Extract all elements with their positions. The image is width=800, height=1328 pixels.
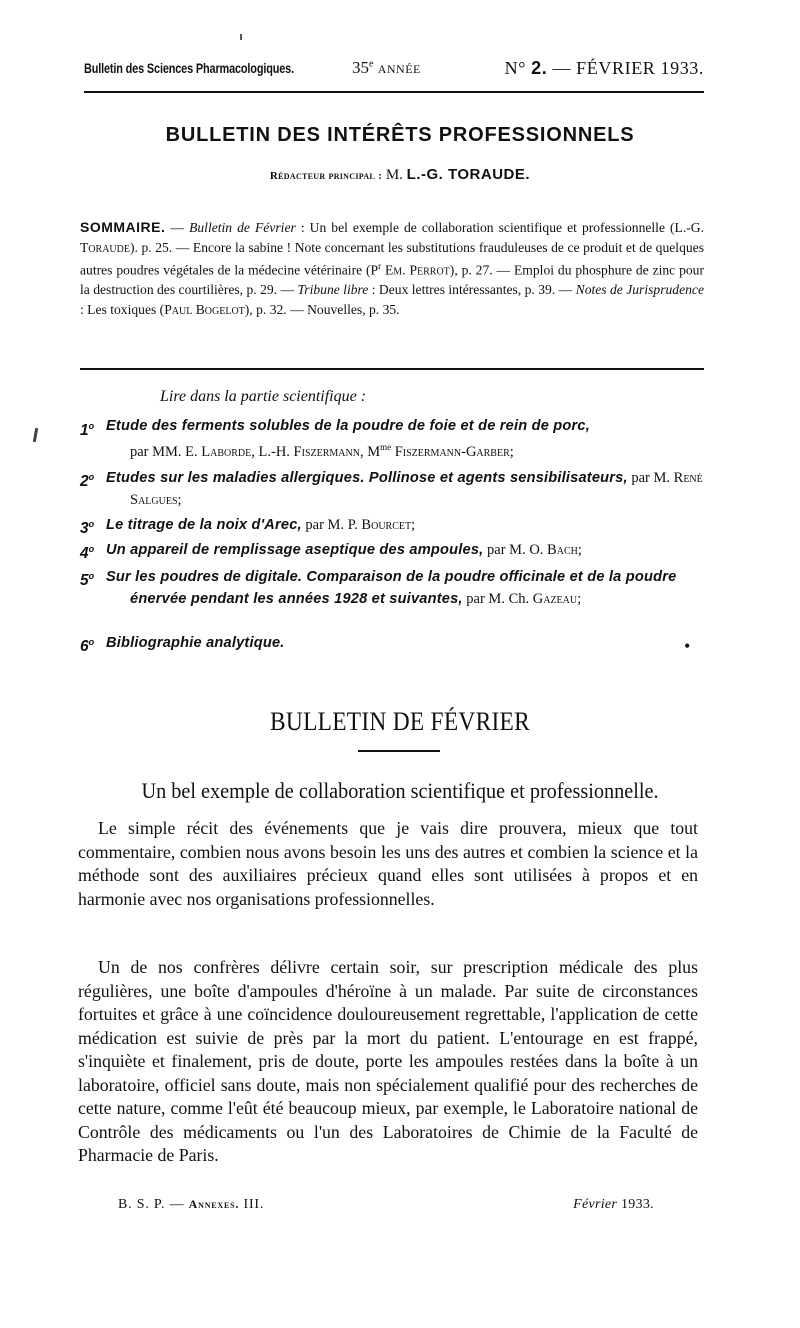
toc-by-names: Bourcet; [361,517,416,533]
issue-prefix: N° [504,58,527,78]
toc-body [106,566,706,610]
footer-year: 1933. [617,1197,654,1212]
issue-label [505,58,704,79]
toc-by-names: René Salgues; [130,470,703,508]
issue-number: 2. [531,58,548,78]
editor-name: L.-G. TORAUDE. [406,166,531,183]
toc-by-names: Gazeau; [532,591,582,607]
toc-title: Sur les poudres de digitale. Comparaison de la poudre officinale et de la poudre énervée pendant les années 1928 et suivantes, [106,569,677,607]
footer-annexes: Annexes. [188,1197,240,1211]
editor-line [0,166,800,184]
toc-by-names: Laborde, L.-H. Fiszermann, M [201,443,381,460]
toc-title: Etude des ferments solubles de la poudre de foie et de rein de porc, [106,418,590,434]
toc-number-value: 1 [80,422,89,440]
toc-number: 1$^o$ [80,421,95,440]
sommaire-block [80,218,704,319]
toc-number-value: 5 [80,572,89,590]
toc-number: 5$^o$ [80,571,95,590]
sommaire-tribune-rest: : Deux lettres intéressantes, p. 39. — [368,282,576,298]
toc-title: Bibliographie analytique. [106,635,285,651]
sommaire-notes-author: Paul Bogelot [164,301,245,317]
toc-body [106,416,706,463]
footer-prefix: B. S. P. — [118,1197,189,1212]
toc-number-value: 4 [80,545,89,563]
editor-initial: M. [385,167,403,183]
toc-body [106,632,706,654]
toc-title: Etudes sur les maladies allergiques. Pollinose et agents sensibilisateurs, [106,470,628,486]
sommaire-dash: — [165,220,190,235]
year-word: ANNÉE [377,62,421,76]
bullet-dot: • [684,636,691,656]
paragraph-text: Un de nos confrères délivre certain soir, sur prescription médicale des plus régulières, une boîte d'ampoules d'héroïne à un malade. Par suite de circonstances fortuites et grâce à une coïncidence douloureusement regrettable, l'application de cette médication est suivie de près par la mort du patient. L'entourage en est frappé, s'inquiète et finalement, pris de doute, porte les ampoules restées dans la boîte à un laboratoire, officiel sans doute, mais non spécialement qualifié pour des recherches de cette nature, comme l'eût été beaucoup mieux, par exemple, le Laboratoire national de Contrôle des médicaments ou l'un des Laboratoires de Chimie de la Faculté de Pharmacie de Paris. [78,957,698,1165]
section-title: BULLETIN DES INTÉRÊTS PROFESSIONNELS [165,124,635,146]
toc-by-end: Fiszermann-Garber; [391,443,514,460]
sommaire-lead: SOMMAIRE. [80,219,166,235]
year-suffix: e [369,58,374,70]
sommaire-item1-author: Toraude [80,239,130,255]
toc-body [106,467,706,511]
sommaire-notes-end: ), p. 32. — Nouvelles, p. 35. [244,301,400,317]
print-speck [240,34,242,40]
toc-number-value: 6 [80,638,89,656]
toc-number: 4$^o$ [80,544,95,563]
footer-month: Février [573,1197,618,1212]
toc-number-value: 3 [80,520,89,538]
toc-by-prefix: par M. O. [483,542,548,558]
year-number: 35 [352,58,369,77]
header-rule [84,91,704,93]
toc-number: 6$^o$ [80,637,95,656]
sommaire-item1-rest: : Un bel exemple de collaboration scientifique et professionnelle (L.-G. [295,220,704,235]
sommaire-item1-title: Bulletin de Février [189,220,296,235]
editor-label: Rédacteur principal : [269,170,383,182]
footer-left [118,1197,264,1212]
toc-by-prefix: par M. [627,470,674,486]
toc-by-names: Bach; [547,542,582,558]
toc-by-prefix: par M. Ch. [462,591,533,607]
issue-date: — FÉVRIER 1933. [552,58,704,78]
toc-title: Le titrage de la noix d'Arec, [106,517,302,533]
toc-title: Un appareil de remplissage aseptique des ampoules, [106,542,484,558]
running-header [84,58,704,84]
margin-mark [33,428,38,442]
toc-by-prefix: par MM. E. [130,443,202,460]
toc-body [106,514,706,536]
journal-name: Bulletin des Sciences Pharmacologiques. [84,60,294,76]
toc-by-prefix: par M. P. [301,517,362,533]
toc-number: 2$^o$ [80,472,95,491]
lire-heading: Lire dans la partie scientifique : [160,388,367,405]
sommaire-rule [80,368,704,370]
toc-number: 3$^o$ [80,519,95,538]
toc-authors [106,437,706,463]
article-title: Un bel exemple de collaboration scientifique et professionnelle. [141,778,659,803]
bulletin-title: BULLETIN DE FÉVRIER [270,707,530,736]
sommaire-pr-sup: r [378,261,382,271]
sommaire-tribune: Tribune libre [297,282,369,298]
page-footer [118,1197,654,1213]
toc-body [106,539,706,561]
paragraph-text: Le simple récit des événements que je vais dire prouvera, mieux que tout commentaire, combien nous avons besoin les uns des autres et combien la science et la méthode sont des auxiliaires précieux quand elles sont utilisées à propos et en harmonie avec nos organisations professionnelles. [78,818,698,909]
footer-right [573,1197,654,1213]
toc-number-value: 2 [80,473,89,491]
footer-volume: III. [239,1197,265,1212]
sommaire-notes: Notes de Jurisprudence [575,282,704,298]
toc-by-sup: me [380,442,392,452]
year-label [352,58,421,78]
article-paragraph [78,956,698,1168]
title-rule [358,750,440,752]
sommaire-item1-page2: ), p. 27. — Emploi du phosphure de zinc pour la destruction des courtilières, p. 29. — [80,262,705,298]
sommaire-pr-name: Em. Perrot [381,262,450,278]
sommaire-item1-page: ). p. 25. — Encore la sabine ! Note concernant les substitutions frauduleuses de ce produit et de quelques autres poudres végétales de la médecine vétérinaire (P [80,239,704,278]
sommaire-notes-rest: : Les toxiques ( [80,301,165,317]
article-paragraph [78,817,698,911]
